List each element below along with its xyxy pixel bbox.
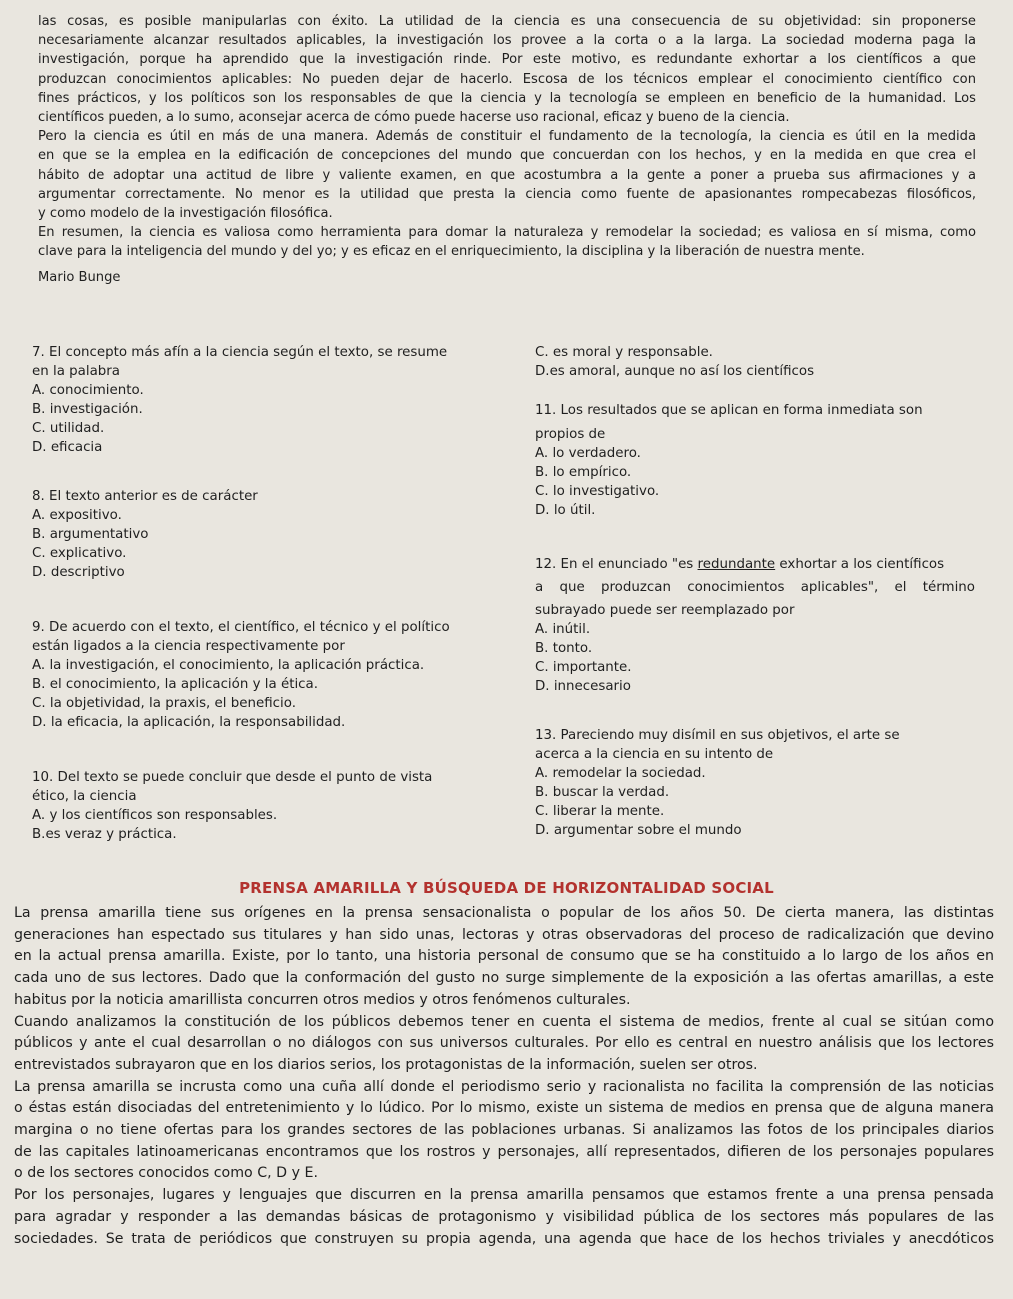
option: C. la objetividad, la praxis, el beneficio. [32,696,296,711]
passage-line: En resumen, la ciencia es valiosa como herramienta para domar la naturaleza y remodelar la sociedad; es valiosa en sí misma, como [38,225,976,241]
question-stem: subrayado puede ser reemplazado por [535,603,795,618]
passage-line: cada uno de sus lectores. Dado que la conformación del gusto no surge simplemente de la exposición a las ofertas amarillas, a este [14,970,994,987]
passage-line: sociedades. Se trata de periódicos que construyen su propia agenda, una agenda que hace de los hechos triviales y anecdóticos [14,1230,994,1247]
option: D. la eficacia, la aplicación, la responsabilidad. [32,715,346,730]
option: D.es amoral, aunque no así los científicos [535,364,815,379]
option: C. explicativo. [32,546,127,561]
option: B. el conocimiento, la aplicación y la ética. [32,677,318,692]
question-7 [32,343,477,457]
question-stem: acerca a la ciencia en su intento de [535,747,774,762]
passage-line: Cuando analizamos la constitución de los públicos debemos tener en cuenta el sistema de medios, frente al cual se sitúan como [14,1013,994,1030]
question-stem: 11. Los resultados que se aplican en forma inmediata son [535,403,923,418]
passage-line: en la actual prensa amarilla. Existe, por lo tanto, una historia personal de consumo que se ha constituido a lo largo de los años en [14,948,994,965]
passage-line: produzcan conocimientos aplicables: No pueden dejar de hacerlo. Escosa de los técnicos emplear el conocimiento científico con [38,71,976,87]
passage-line: habitus por la noticia amarillista concurren otros medios y otros fenómenos culturales. [14,991,631,1008]
passage-line: La prensa amarilla tiene sus orígenes en la prensa sensacionalista o popular de los años 50. De cierta manera, las distintas [14,905,994,921]
passage-line: generaciones han espectado sus titulares y han sido unas, lectoras y otras observadoras del proceso de radicalización que devino [14,926,994,943]
option: A. inútil. [535,622,591,637]
option: D. eficacia [32,440,103,455]
passage-line: necesariamente alcanzar resultados aplicables, la investigación los provee a la corta o a la larga. La sociedad moderna paga la [38,33,976,49]
passage-line: públicos y ante el cual desarrollan o no diálogos con sus universos culturales. Por ello es central en nuestro análisis que los lectores [14,1035,994,1052]
question-stem: a que produzcan conocimientos aplicables", el término [535,580,975,595]
question-stem: en la palabra [32,364,121,379]
option: A. expositivo. [32,508,122,523]
option: A. remodelar la sociedad. [535,766,706,781]
question-stem: 10. Del texto se puede concluir que desde el punto de vista [32,770,433,785]
passage-line: argumentar correctamente. No menor es la utilidad que presta la ciencia como fuente de apasionantes rompecabezas filosóficos, [38,186,976,202]
option: C. lo investigativo. [535,484,660,499]
question-stem: 7. El concepto más afín a la ciencia según el texto, se resume [32,345,448,360]
passage-author: Mario Bunge [38,269,121,285]
question-13 [535,726,985,840]
option: B.es veraz y práctica. [32,827,177,842]
passage-line: o de los sectores conocidos como C, D y E. [14,1165,318,1182]
option: B. argumentativo [32,527,149,542]
passage-line: entrevistados subrayaron que en los diarios serios, los protagonistas de la información, suelen ser otros. [14,1056,758,1073]
option: B. lo empírico. [535,465,632,480]
option: C. liberar la mente. [535,804,665,819]
passage-line: investigación, porque ha aprendido que la investigación rinde. Por este motivo, es redundante exhortar a los científicos a que [38,52,976,68]
option: D. lo útil. [535,503,596,518]
question-12 [535,555,975,696]
passage-line: para agradar y responder a las demandas básicas de protagonismo y visibilidad pública de los sectores más populares de las [14,1208,994,1225]
question-9 [32,618,477,732]
option: A. y los científicos son responsables. [32,808,278,823]
question-stem [535,555,975,574]
question-stem: están ligados a la ciencia respectivamente por [32,639,345,654]
question-stem: ético, la ciencia [32,789,137,804]
section-title: PRENSA AMARILLA Y BÚSQUEDA DE HORIZONTALIDAD SOCIAL [239,879,774,897]
option: C. utilidad. [32,421,105,436]
stem-text: exhortar a los científicos [775,557,945,572]
question-stem: 9. De acuerdo con el texto, el científico, el técnico y el político [32,620,450,635]
passage-line: Por los personajes, lugares y lenguajes que discurren en la prensa amarilla pensamos que estamos frente a una prensa pensada [14,1187,994,1204]
passage-line: las cosas, es posible manipularlas con éxito. La utilidad de la ciencia es una consecuencia de su objetividad: sin proponerse [38,14,976,29]
passage-line: de las capitales latinoamericanas encontramos que los rostros y personajes, allí representados, difieren de los personajes populares [14,1143,994,1160]
passage-line: clave para la inteligencia del mundo y del yo; y es eficaz en el enriquecimiento, la disciplina y la liberación de nuestra mente. [38,244,865,260]
option: D. descriptivo [32,565,125,580]
underlined-term: redundante [697,557,776,572]
passage-line: margina o no tiene ofertas para los grandes sectores de las poblaciones urbanas. Si analizamos las fotos de los principales diarios [14,1122,994,1139]
passage-line: o éstas están disociadas del entretenimiento y lo lúdico. Por lo mismo, existe un sistema de medios en prensa que de alguna manera [14,1100,994,1117]
option: D. argumentar sobre el mundo [535,823,742,838]
question-10 [32,768,477,844]
passage-line: La prensa amarilla se incrusta como una cuña allí donde el periodismo serio y racionalista no facilita la comprensión de las noticias [14,1078,994,1095]
passage-line: Pero la ciencia es útil en más de una manera. Además de constituir el fundamento de la tecnología, la ciencia es útil en la medida [38,129,976,145]
option: A. la investigación, el conocimiento, la aplicación práctica. [32,658,425,673]
question-10-continued [535,343,985,381]
question-stem: propios de [535,427,606,442]
option: A. lo verdadero. [535,446,641,461]
passage-line: y como modelo de la investigación filosófica. [38,206,333,222]
passage-prensa-amarilla [14,903,994,1250]
passage-line: hábito de adoptar una actitud de libre y valiente examen, en que acostumbra a la gente a poner a prueba sus afirmaciones y a [38,167,976,183]
option: B. buscar la verdad. [535,785,670,800]
passage-line: fines prácticos, y los políticos son los responsables de que la ciencia y la tecnología se empleen en beneficio de la humanidad. Los [38,90,976,106]
option: B. investigación. [32,402,143,417]
option: A. conocimiento. [32,383,144,398]
option: B. tonto. [535,641,593,656]
passage-line: en que se la emplea en la edificación de concepciones del mundo que concuerdan con los hechos, y en la medida en que crea el [38,148,976,164]
option: C. es moral y responsable. [535,345,713,360]
option: C. importante. [535,660,632,675]
question-8 [32,487,477,582]
passage-bunge [38,12,976,287]
question-11 [535,401,985,520]
passage-line: científicos pueden, a lo sumo, aconsejar acerca de cómo puede hacerse uso racional, eficaz y bueno de la ciencia. [38,110,790,126]
stem-text: 12. En el enunciado "es [535,557,698,572]
question-stem: 8. El texto anterior es de carácter [32,489,258,504]
question-stem: 13. Pareciendo muy disímil en sus objetivos, el arte se [535,728,900,743]
option: D. innecesario [535,679,631,694]
